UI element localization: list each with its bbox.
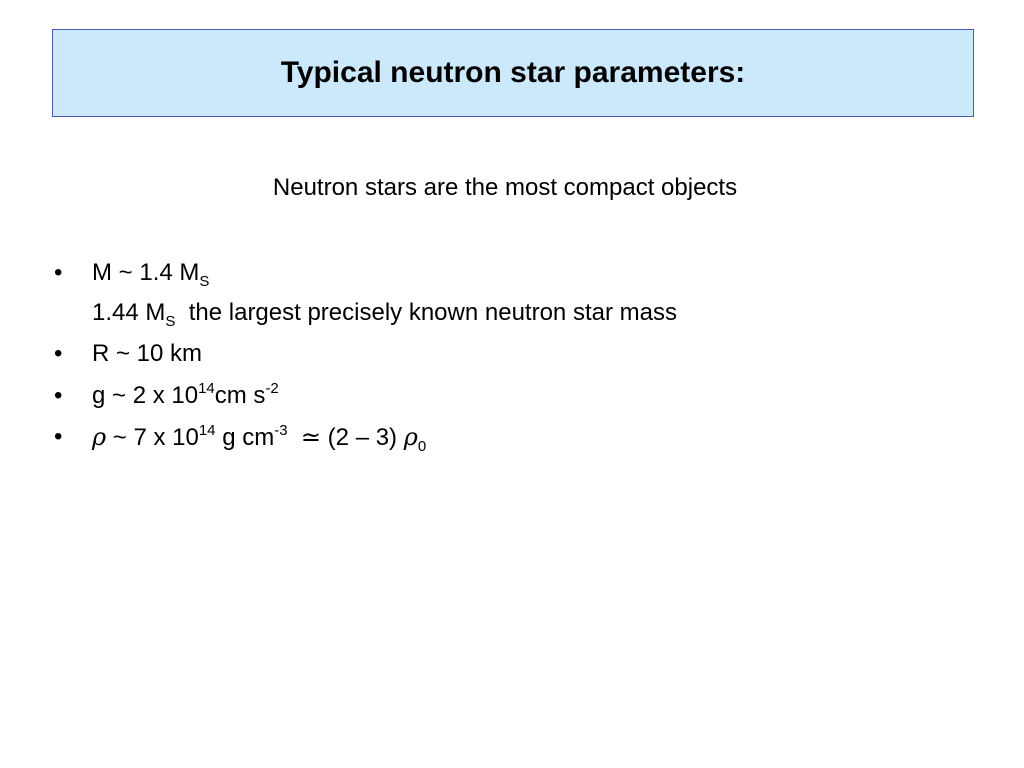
density-exponent-2: -3 [274,422,288,439]
bullet-gravity: • [54,382,63,409]
title-box [52,29,974,117]
rho0-symbol: ρ [403,423,418,451]
subtitle: Neutron stars are the most compact objects [272,174,738,201]
mass-note-suffix: the largest precisely known neutron star mass [175,299,677,326]
radius-text: R ~ 10 km [92,340,203,367]
slide-title: Typical neutron star parameters: [280,56,746,89]
bullet-radius: • [54,340,63,367]
density-exponent-1: 14 [198,422,216,439]
gravity-text: g ~ 2 x 10 [92,382,199,409]
bullet-mass: • [54,259,63,286]
gravity-exponent-1: 14 [198,380,215,397]
item-gravity [92,381,279,411]
density-range: (2 – 3) [321,424,404,451]
item-radius [92,339,202,369]
approx-symbol: ≃ [300,423,322,451]
density-text: ~ 7 x 10 [106,424,199,451]
mass-note-subscript: S [165,313,176,330]
bullet-density: • [54,423,63,450]
rho0-subscript: 0 [417,438,427,455]
mass-subscript: S [199,273,210,290]
gravity-exponent-2: -2 [265,380,279,397]
mass-note-text: 1.44 M [92,299,166,326]
item-mass [92,258,209,288]
mass-text: M ~ 1.4 M [92,259,200,286]
rho-symbol: ρ [92,423,107,451]
density-units: g cm [215,424,275,451]
gravity-units: cm s [214,382,266,409]
item-mass-note [92,298,677,328]
item-density [92,422,426,453]
